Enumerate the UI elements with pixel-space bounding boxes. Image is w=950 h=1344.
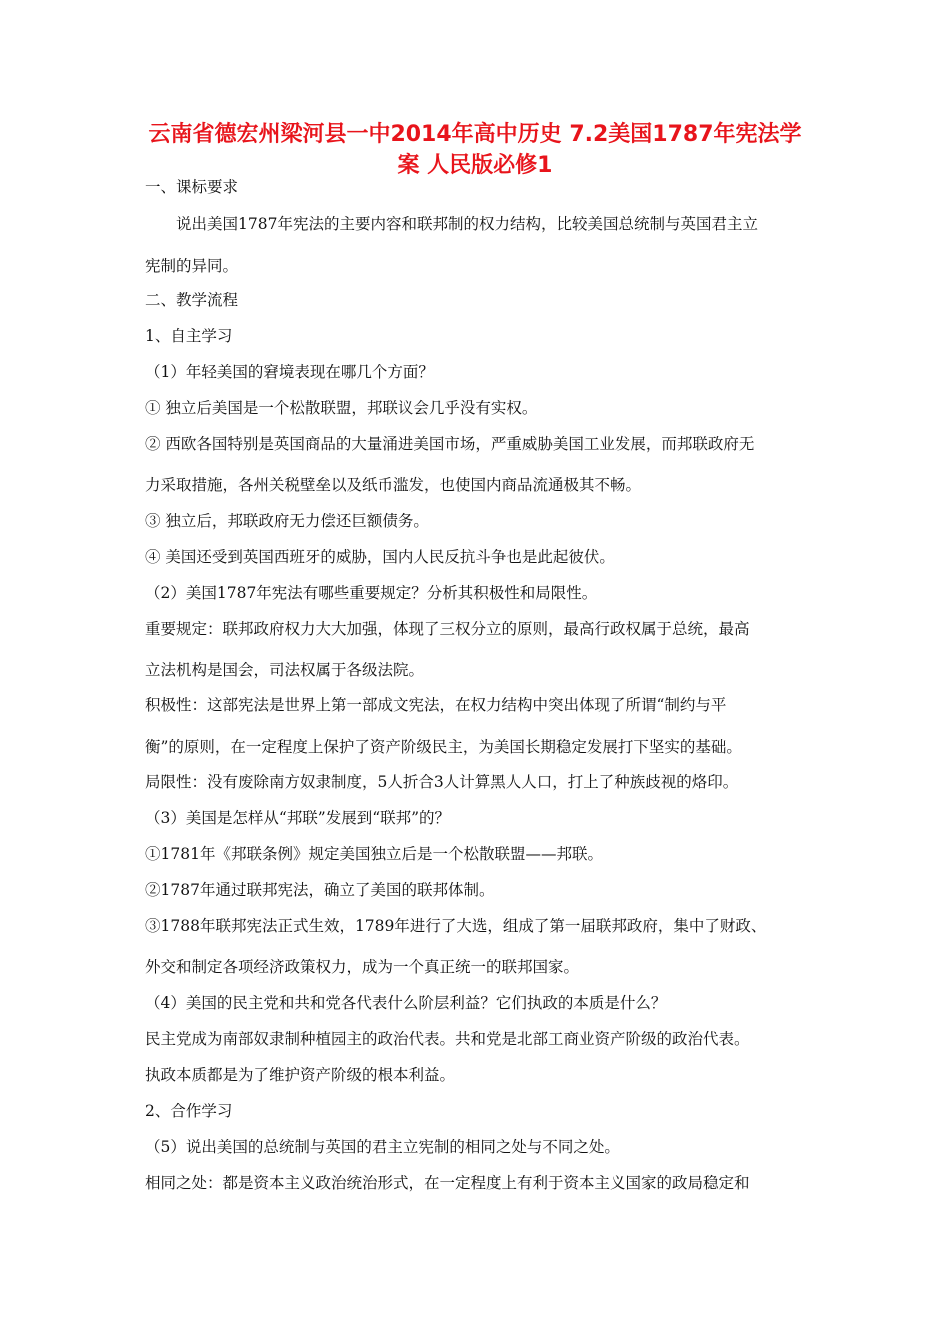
answer-line: 执政本质都是为了维护资产阶级的根本利益。 <box>145 1066 456 1084</box>
answer-line: ③ 独立后，邦联政府无力偿还巨额债务。 <box>145 512 429 530</box>
answer-line: ①1781年《邦联条例》规定美国独立后是一个松散联盟——邦联。 <box>145 845 603 863</box>
answer-line: 重要规定：联邦政府权力大大加强，体现了三权分立的原则，最高行政权属于总统，最高 <box>145 620 750 638</box>
document-title-line-2: 案 人民版必修1 <box>397 153 553 178</box>
answer-line: ④ 美国还受到英国西班牙的威胁，国内人民反抗斗争也是此起彼伏。 <box>145 548 615 566</box>
question-line: （2）美国1787年宪法有哪些重要规定？分析其积极性和局限性。 <box>145 584 598 602</box>
answer-line: ③1788年联邦宪法正式生效，1789年进行了大选，组成了第一届联邦政府，集中了财政、 <box>145 917 767 935</box>
answer-line: 积极性：这部宪法是世界上第一部成文宪法，在权力结构中突出体现了所谓“制约与平 <box>145 696 727 714</box>
paragraph-line: 宪制的异同。 <box>145 257 239 275</box>
answer-line: 外交和制定各项经济政策权力，成为一个真正统一的联邦国家。 <box>145 958 580 976</box>
question-line: （3）美国是怎样从“邦联”发展到“联邦”的？ <box>145 809 451 827</box>
section-heading: 一、课标要求 <box>145 178 239 196</box>
answer-line: ②1787年通过联邦宪法，确立了美国的联邦体制。 <box>145 881 495 899</box>
answer-line: ② 西欧各国特别是英国商品的大量涌进美国市场，严重威胁美国工业发展，而邦联政府无 <box>145 435 755 453</box>
answer-line: 衡”的原则，在一定程度上保护了资产阶级民主，为美国长期稳定发展打下坚实的基础。 <box>145 738 742 756</box>
answer-line: 民主党成为南部奴隶制种植园主的政治代表。共和党是北部工商业资产阶级的政治代表。 <box>145 1030 750 1048</box>
document-title-line-1: 云南省德宏州梁河县一中2014年高中历史 7.2美国1787年宪法学 <box>148 122 802 147</box>
answer-line: 局限性：没有废除南方奴隶制度，5人折合3人计算黑人人口，打上了种族歧视的烙印。 <box>145 773 739 791</box>
subsection-heading: 1、自主学习 <box>145 327 233 345</box>
answer-line: ① 独立后美国是一个松散联盟，邦联议会几乎没有实权。 <box>145 399 538 417</box>
answer-line: 相同之处：都是资本主义政治统治形式，在一定程度上有利于资本主义国家的政局稳定和 <box>145 1174 750 1192</box>
subsection-heading: 2、合作学习 <box>145 1102 233 1120</box>
question-line: （5）说出美国的总统制与英国的君主立宪制的相同之处与不同之处。 <box>145 1138 620 1156</box>
question-line: （1）年轻美国的窘境表现在哪几个方面？ <box>145 363 434 381</box>
section-heading: 二、教学流程 <box>145 291 239 309</box>
question-line: （4）美国的民主党和共和党各代表什么阶层利益？它们执政的本质是什么？ <box>145 994 667 1012</box>
answer-line: 立法机构是国会，司法权属于各级法院。 <box>145 661 425 679</box>
answer-line: 力采取措施，各州关税壁垒以及纸币滥发，也使国内商品流通极其不畅。 <box>145 476 642 494</box>
paragraph-line: 说出美国1787年宪法的主要内容和联邦制的权力结构，比较美国总统制与英国君主立 <box>176 215 758 233</box>
